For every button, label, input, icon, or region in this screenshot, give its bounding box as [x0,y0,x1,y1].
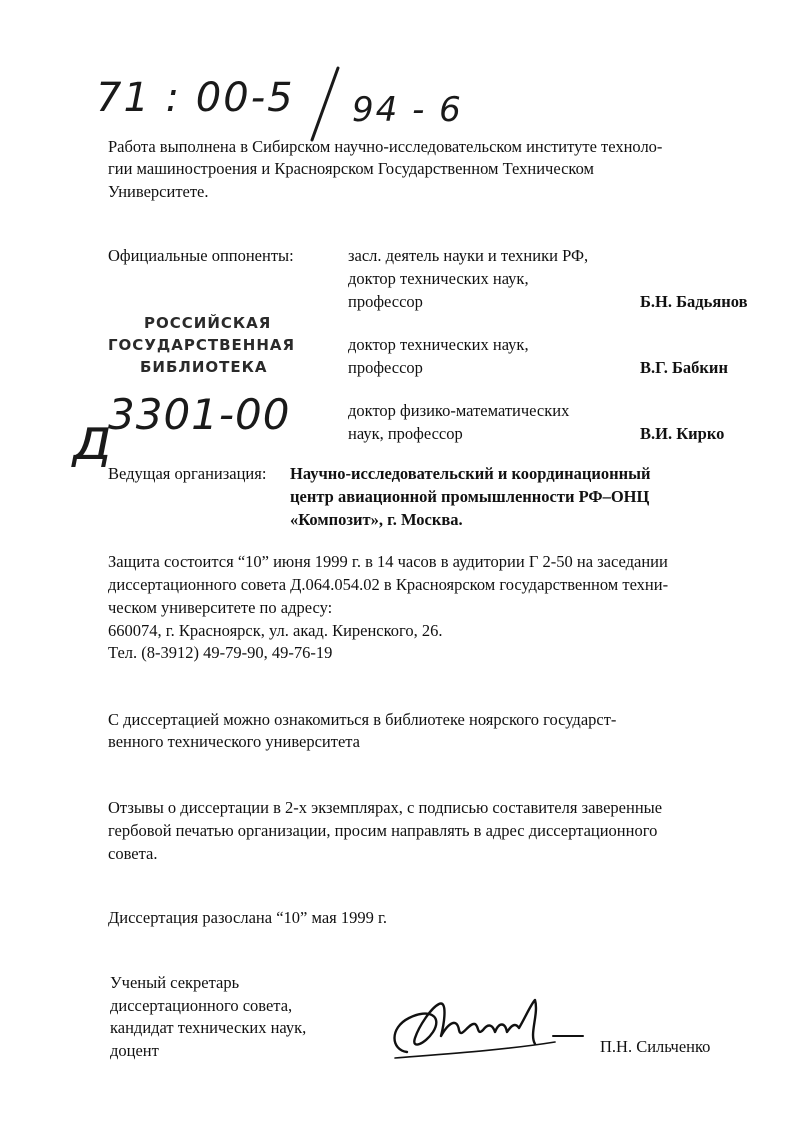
library-stamp-line-1: РОССИЙСКАЯ [144,314,272,332]
intro-line-1: Работа выполнена в Сибирском научно-исследовательском институте техноло- [108,137,663,156]
inventory-letter: д [72,405,113,473]
opponent-1-line-2: доктор технических наук, [348,269,529,288]
library-note-line-1: С диссертацией можно ознакомиться в библиотеке ноярского государст- [108,710,617,729]
opponent-2-line-1: доктор технических наук, [348,335,529,354]
handwritten-code-right: 94 - 6 [352,90,463,130]
secretary-line-3: кандидат технических наук, [110,1018,307,1037]
reviews-line-1: Отзывы о диссертации в 2-х экземплярах, с подписью составителя заверенные [108,798,663,817]
defense-line-3: ческом университете по адресу: [108,598,333,617]
defense-line-2: диссертационного совета Д.064.054.02 в Красноярском государственном техни- [108,575,669,594]
handwritten-slash-mark [300,64,350,144]
lead-org-line-1: Научно-исследовательский и координационный [290,464,651,483]
opponent-3-line-1: доктор физико-математических [348,401,570,420]
secretary-line-4: доцент [110,1041,159,1060]
secretary-line-2: диссертационного совета, [110,996,293,1015]
defense-line-5: Тел. (8-3912) 49-79-90, 49-76-19 [108,643,333,662]
lead-org-line-3: «Композит», г. Москва. [290,510,463,529]
opponent-1-line-3: профессор [348,292,423,311]
signature [385,992,595,1072]
lead-org-line-2: центр авиационной промышленности РФ–ОНЦ [290,487,650,506]
opponents-label: Официальные оппоненты: [108,246,294,265]
intro-line-3: Университете. [108,182,209,201]
opponent-2-line-2: профессор [348,358,423,377]
defense-line-1: Защита состоится “10” июня 1999 г. в 14 часов в аудитории Г 2-50 на заседании [108,552,668,571]
opponent-3-line-2: наук, профессор [348,424,463,443]
secretary-name: П.Н. Сильченко [600,1037,711,1056]
reviews-line-3: совета. [108,844,158,863]
inventory-number: 3301-00 [108,390,291,439]
opponent-1-line-1: засл. деятель науки и техники РФ, [348,246,589,265]
library-note-line-2: венного технического университета [108,732,361,751]
library-stamp-line-2: ГОСУДАРСТВЕННАЯ [108,336,296,354]
secretary-line-1: Ученый секретарь [110,973,240,992]
reviews-line-2: гербовой печатью организации, просим направлять в адрес диссертационного [108,821,658,840]
opponent-1-name: Б.Н. Бадьянов [640,292,748,311]
intro-line-2: гии машиностроения и Красноярском Государственном Техническом [108,159,594,178]
mailing-date: Диссертация разослана “10” мая 1999 г. [108,908,388,927]
defense-line-4: 660074, г. Красноярск, ул. акад. Киренского, 26. [108,621,443,640]
lead-org-label: Ведущая организация: [108,464,267,483]
opponent-2-name: В.Г. Бабкин [640,358,728,377]
opponent-3-name: В.И. Кирко [640,424,725,443]
library-stamp-line-3: БИБЛИОТЕКА [140,358,268,376]
handwritten-code-left: 71 : 00-5 [96,75,295,121]
